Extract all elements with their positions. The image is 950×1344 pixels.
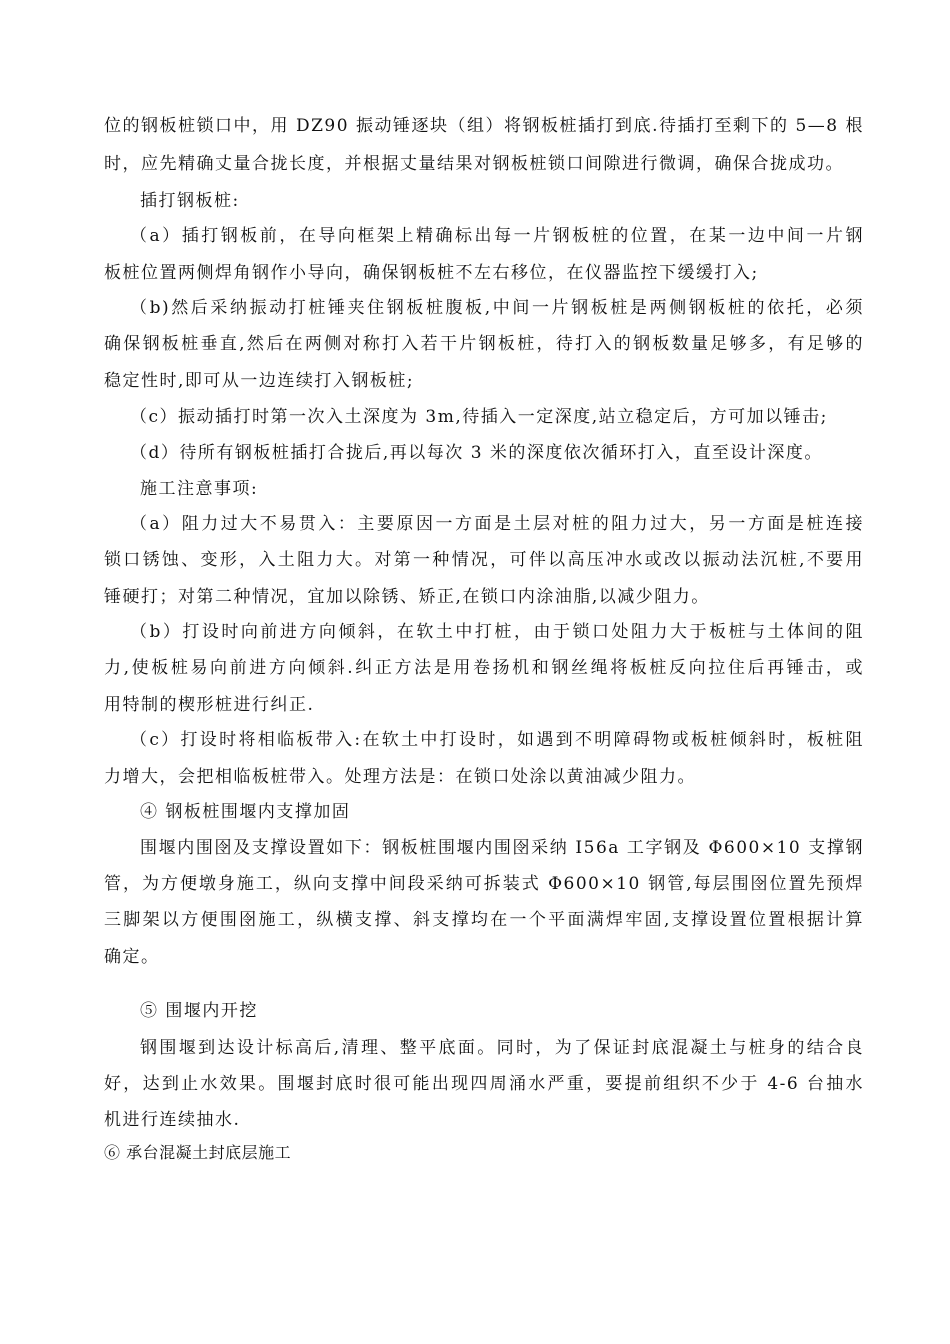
section-heading: 插打钢板桩: — [140, 191, 240, 211]
paragraph-line: 管，为方便墩身施工，纵向支撑中间段采纳可拆装式 Φ600×10 钢管,每层围囹位置先预焊 — [104, 874, 864, 894]
section-heading: ④ 钢板桩围堰内支撑加固 — [140, 802, 351, 822]
paragraph-line: 位的钢板桩锁口中，用 DZ90 振动锤逐块（组）将钢板桩插打到底.待插打至剩下的 5—8 根 — [104, 116, 864, 136]
paragraph-line: 锁口锈蚀、变形，入土阻力大。对第一种情况，可伴以高压冲水或改以振动法沉桩,不要用 — [104, 550, 864, 570]
paragraph-line: （b）打设时向前进方向倾斜，在软土中打桩，由于锁口处阻力大于板桩与土体间的阻 — [130, 622, 864, 642]
paragraph-line: 力增大，会把相临板桩带入。处理方法是：在锁口处涂以黄油减少阻力。 — [104, 767, 696, 787]
paragraph-line: （d）待所有钢板桩插打合拢后,再以每次 3 米的深度依次循环打入，直至设计深度。 — [130, 443, 823, 463]
paragraph-line: 板桩位置两侧焊角钢作小导向，确保钢板桩不左右移位，在仪器监控下缓缓打入; — [104, 263, 759, 283]
paragraph-line: （c）打设时将相临板带入:在软土中打设时，如遇到不明障碍物或板桩倾斜时，板桩阻 — [130, 730, 864, 750]
paragraph-line: 确定。 — [104, 947, 160, 967]
paragraph-line: 围堰内围囹及支撑设置如下：钢板桩围堰内围囹采纳 I56a 工字钢及 Φ600×10 支撑钢 — [140, 838, 864, 858]
paragraph-line: （b)然后采纳振动打桩锤夹住钢板桩腹板,中间一片钢板桩是两侧钢板桩的依托，必须 — [130, 298, 864, 318]
paragraph-line: 锤硬打；对第二种情况，宜加以除锈、矫正,在锁口内涂油脂,以减少阻力。 — [104, 587, 710, 607]
paragraph-line: 稳定性时,即可从一边连续打入钢板桩; — [104, 371, 415, 391]
section-heading: ⑥ 承台混凝土封底层施工 — [104, 1143, 292, 1162]
paragraph-line: （a）阻力过大不易贯入：主要原因一方面是土层对桩的阻力过大，另一方面是桩连接 — [130, 514, 864, 534]
section-heading: ⑤ 围堰内开挖 — [140, 1001, 258, 1021]
paragraph-line: 钢围堰到达设计标高后,清理、整平底面。同时，为了保证封底混凝土与桩身的结合良 — [140, 1038, 864, 1058]
paragraph-line: 力,使板桩易向前进方向倾斜.纠正方法是用卷扬机和钢丝绳将板桩反向拉住后再锤击，或 — [104, 658, 864, 678]
paragraph-line: 用特制的楔形桩进行纠正. — [104, 695, 315, 715]
paragraph-line: 好，达到止水效果。围堰封底时很可能出现四周涌水严重，要提前组织不少于 4-6 台抽水 — [104, 1074, 864, 1094]
paragraph-line: 时，应先精确丈量合拢长度，并根据丈量结果对钢板桩锁口间隙进行微调，确保合拢成功。 — [104, 154, 844, 174]
paragraph-line: 机进行连续抽水. — [104, 1110, 241, 1130]
paragraph-line: （c）振动插打时第一次入土深度为 3m,待插入一定深度,站立稳定后，方可加以锤击; — [130, 407, 828, 427]
section-heading: 施工注意事项: — [140, 479, 259, 499]
paragraph-line: （a）插打钢板前，在导向框架上精确标出每一片钢板桩的位置，在某一边中间一片钢 — [130, 226, 864, 246]
paragraph-line: 确保钢板桩垂直,然后在两侧对称打入若干片钢板桩，待打入的钢板数量足够多，有足够的 — [104, 334, 864, 354]
paragraph-line: 三脚架以方便围囹施工，纵横支撑、斜支撑均在一个平面满焊牢固,支撑设置位置根据计算 — [104, 910, 864, 930]
